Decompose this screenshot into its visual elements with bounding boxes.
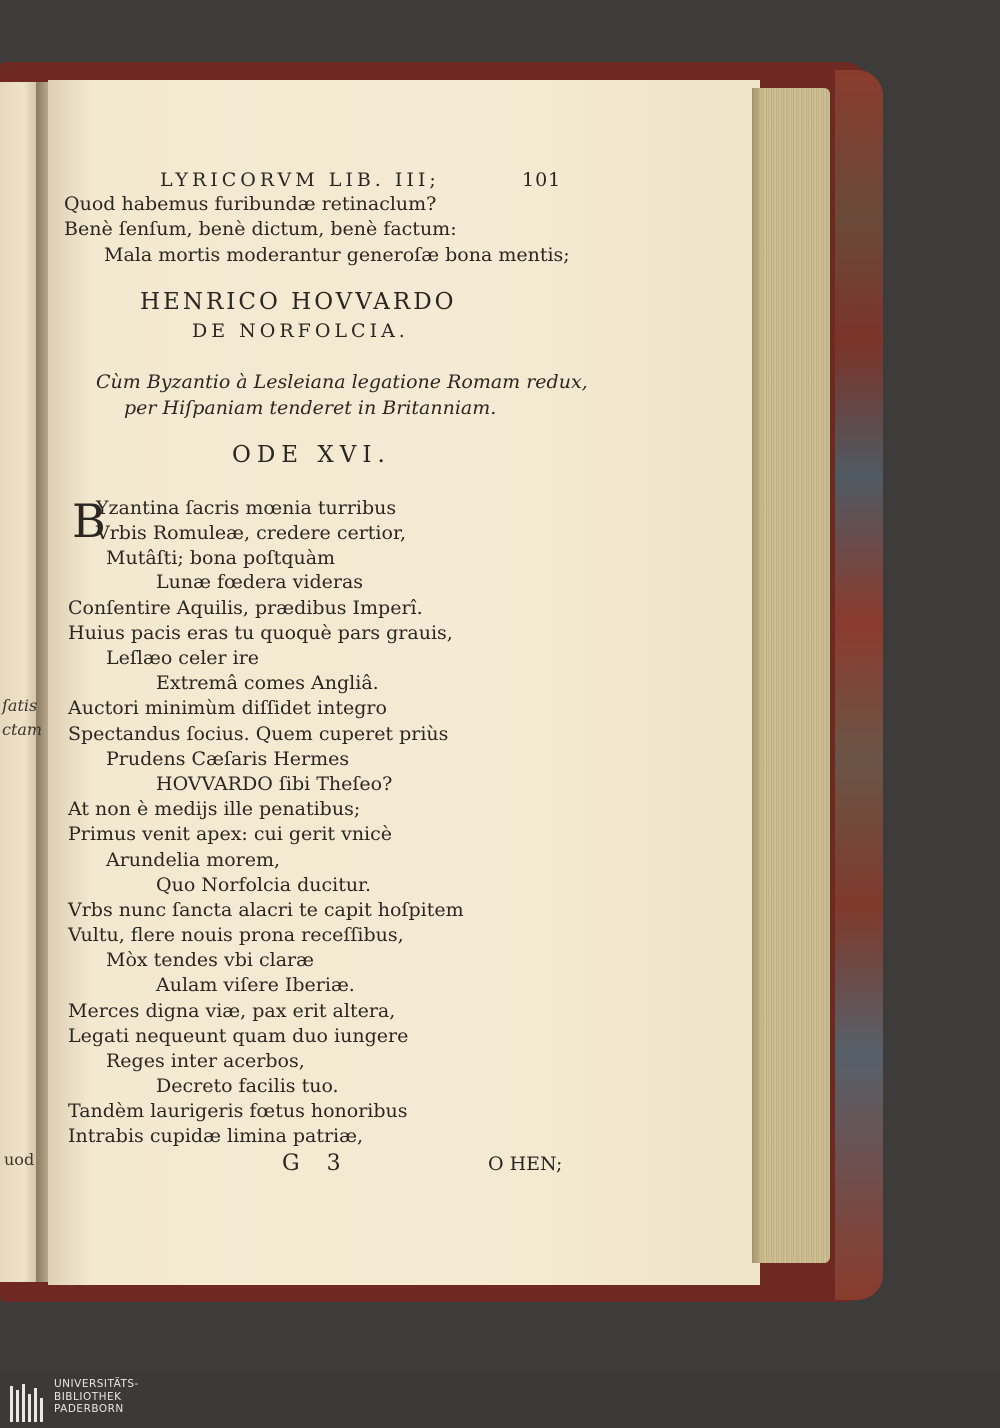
poem-line: Lunæ fœdera videras bbox=[156, 571, 364, 593]
left-fragment: ſatis bbox=[2, 696, 38, 715]
page-edges bbox=[752, 88, 830, 1263]
title-line-2: DE NORFOLCIA. bbox=[192, 320, 409, 342]
ode-heading: ODE XVI. bbox=[232, 442, 391, 468]
text-line: Benè ſenſum, benè dictum, benè factum: bbox=[64, 218, 457, 240]
poem-line: Legati nequeunt quam duo iungere bbox=[68, 1025, 409, 1047]
poem-line: Yzantina ſacris mœnia turribus bbox=[96, 497, 397, 519]
poem-line: Vrbs nunc ſancta alacri te capit hoſpitem bbox=[68, 899, 464, 921]
poem-line: Mòx tendes vbi claræ bbox=[106, 949, 314, 971]
footer-bar bbox=[0, 1372, 1000, 1428]
poem-line: Leſlæo celer ire bbox=[106, 647, 260, 669]
poem-line: Tandèm laurigeris fœtus honoribus bbox=[68, 1100, 408, 1122]
subtitle-line-1: Cùm Byzantio à Lesleiana legatione Romam redux, bbox=[96, 371, 588, 393]
left-fragment: ctam bbox=[2, 720, 43, 739]
catchword: O HEN; bbox=[488, 1153, 563, 1175]
poem-line: Conſentire Aquilis, prædibus Imperî. bbox=[68, 597, 423, 619]
poem-line: Arundelia morem, bbox=[106, 849, 281, 871]
poem-line: Auctori minimùm diſſidet integro bbox=[68, 697, 387, 719]
poem-line: Intrabis cupidæ limina patriæ, bbox=[68, 1125, 364, 1147]
poem-line: Decreto facilis tuo. bbox=[156, 1075, 339, 1097]
poem-line: Vultu, flere nouis prona receſſibus, bbox=[68, 924, 404, 946]
poem-line: Spectandus ſocius. Quem cuperet priùs bbox=[68, 723, 449, 745]
poem-line: Merces digna viæ, pax erit altera, bbox=[68, 1000, 396, 1022]
title-line-1: HENRICO HOVVARDO bbox=[140, 289, 457, 315]
library-logo-icon bbox=[8, 1380, 48, 1424]
poem-line: Prudens Cæſaris Hermes bbox=[106, 748, 350, 770]
poem-line: Vrbis Romuleæ, credere certior, bbox=[96, 522, 406, 544]
library-name-line-3: PADERBORN bbox=[54, 1403, 124, 1415]
library-name-line-1: UNIVERSITÄTS- bbox=[54, 1378, 139, 1390]
text-line: Mala mortis moderantur generoſæ bona mentis; bbox=[104, 244, 570, 266]
poem-line: Reges inter acerbos, bbox=[106, 1050, 305, 1072]
left-fragment: uod bbox=[4, 1150, 35, 1169]
poem-line: Aulam viſere Iberiæ. bbox=[156, 974, 355, 996]
poem-line: Extremâ comes Angliâ. bbox=[156, 672, 379, 694]
poem-line: At non è medijs ille penatibus; bbox=[68, 798, 361, 820]
poem-line: Quo Norfolcia ducitur. bbox=[156, 874, 372, 896]
running-head: LYRICORVM LIB. III; bbox=[160, 169, 440, 191]
text-line: Quod habemus furibundæ retinaclum? bbox=[64, 193, 437, 215]
library-name-line-2: BIBLIOTHEK bbox=[54, 1390, 122, 1403]
library-name bbox=[54, 1378, 139, 1416]
poem-line: Primus venit apex: cui gerit vnicè bbox=[68, 823, 393, 845]
page-number: 101 bbox=[522, 169, 562, 191]
subtitle-line-2: per Hiſpaniam tenderet in Britanniam. bbox=[124, 397, 497, 419]
poem-line: Mutâſti; bona poſtquàm bbox=[106, 547, 336, 569]
drop-cap: B bbox=[72, 494, 106, 548]
poem-line: HOVVARDO ſibi Theſeo? bbox=[156, 773, 393, 795]
page-edges-shadow bbox=[752, 88, 762, 1263]
marbled-edge bbox=[835, 70, 883, 1300]
poem-line: Huius pacis eras tu quoquè pars grauis, bbox=[68, 622, 453, 644]
signature-mark: G 3 bbox=[282, 1151, 351, 1176]
